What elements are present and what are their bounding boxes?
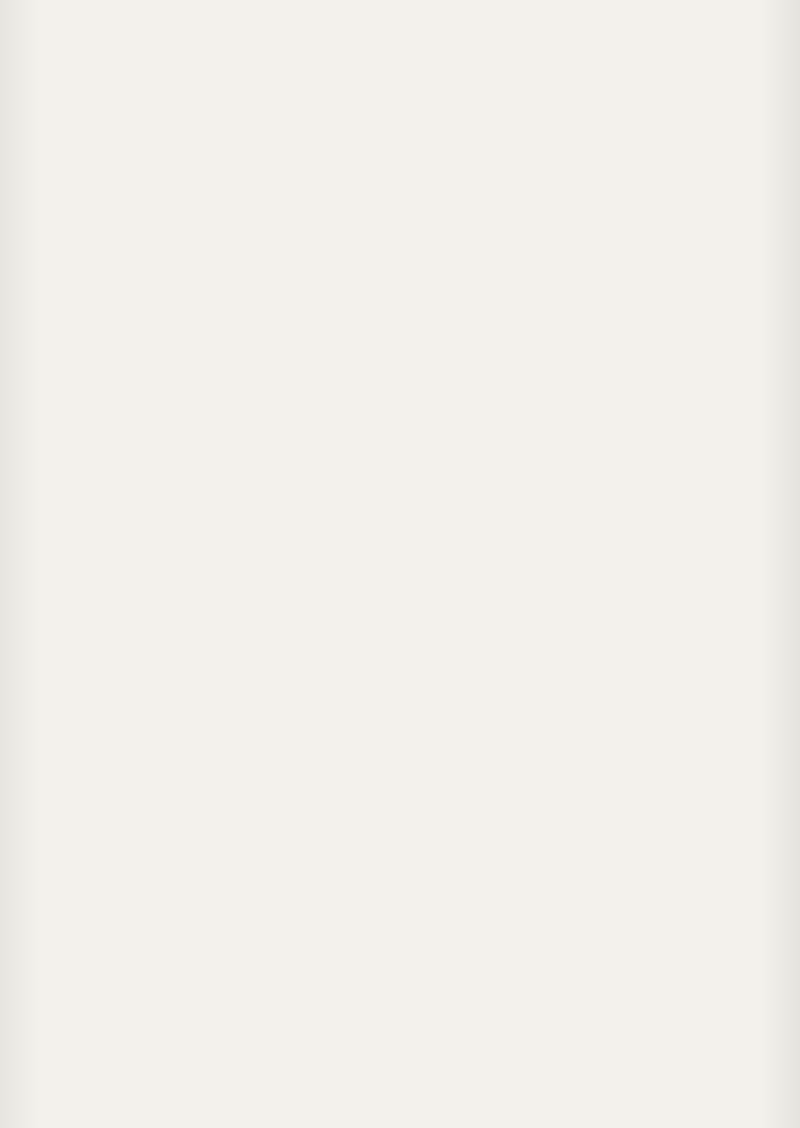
page-header [142,38,764,68]
